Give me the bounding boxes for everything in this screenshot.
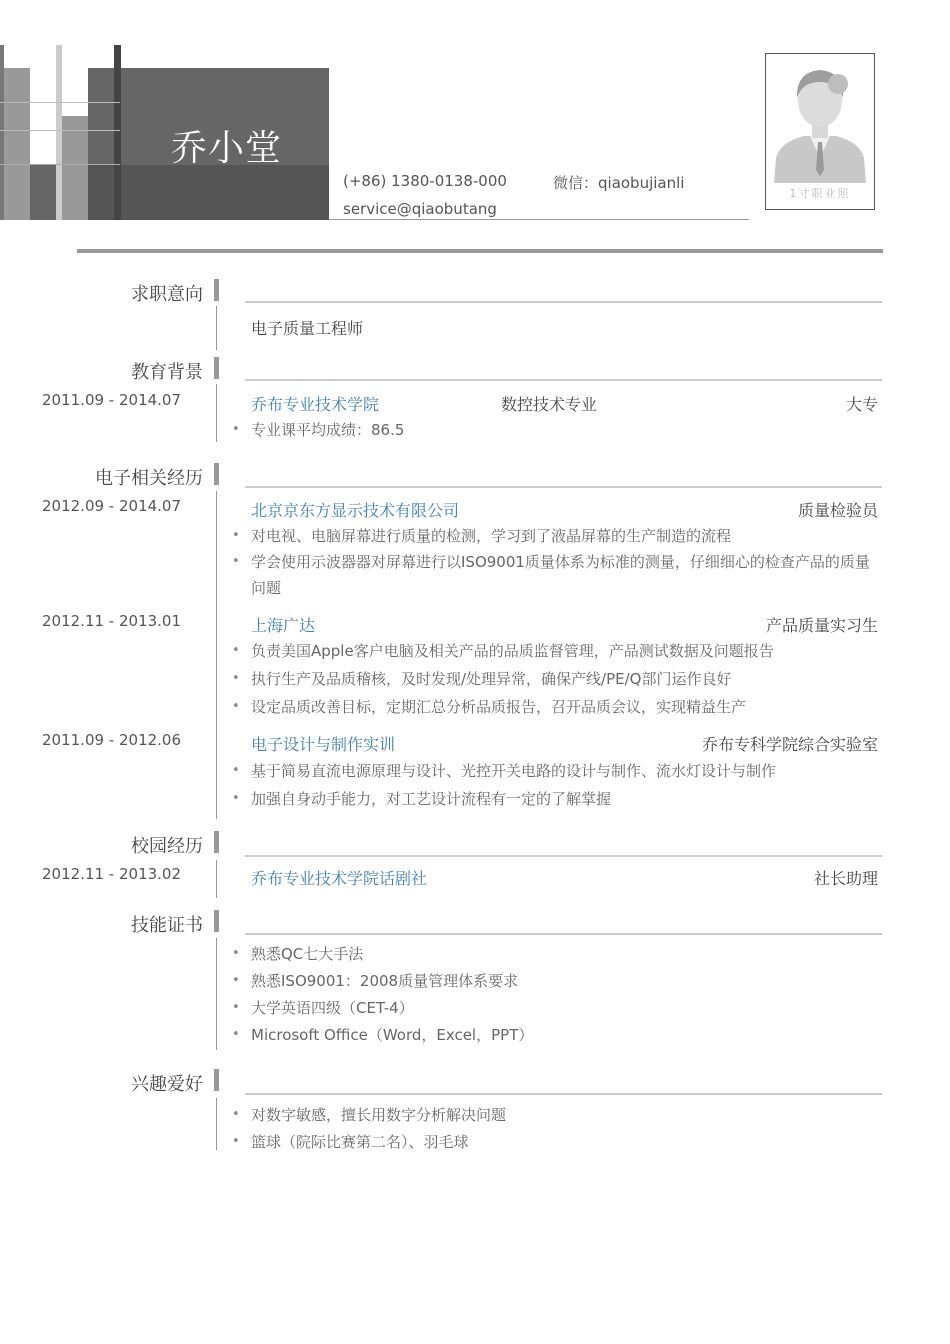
list-item: • 执行生产及品质稽核，及时发现/处理异常，确保产线/PE/Q部门运作良好	[232, 666, 878, 692]
club-role: 社长助理	[813, 869, 878, 888]
desired-position: 电子质量工程师	[251, 319, 364, 338]
candidate-name: 乔小堂	[171, 128, 283, 169]
list-item: • 学会使用示波器器对屏幕进行以ISO9001质量体系为标准的测量，仔细细心的检查产品的质量问题	[232, 549, 878, 601]
wechat: 微信：qiaobujianli	[553, 174, 685, 192]
list-item: • 设定品质改善目标，定期汇总分析品质报告，召开品质会议，实现精益生产	[232, 694, 878, 720]
list-item: • 篮球（院际比赛第二名）、羽毛球	[232, 1129, 878, 1155]
job-role: 质量检验员	[797, 501, 878, 520]
list-item: • 大学英语四级（CET-4）	[232, 995, 878, 1021]
exp-date: 2012.09 - 2014.07	[42, 497, 182, 515]
section-title: 兴趣爱好	[131, 1074, 203, 1095]
company-name: 北京京东方显示技术有限公司	[251, 501, 460, 520]
edu-date: 2011.09 - 2014.07	[42, 391, 182, 409]
project-name: 电子设计与制作实训	[251, 735, 396, 754]
section-rule	[245, 301, 882, 303]
photo-placeholder	[765, 53, 875, 210]
section-title: 求职意向	[131, 284, 203, 305]
exp-row	[251, 732, 878, 754]
phone: (+86) 1380-0138-000	[343, 172, 507, 190]
timeline-line	[216, 1098, 217, 1150]
list-item: • 专业课平均成绩：86.5	[232, 417, 878, 443]
section-marker	[214, 831, 219, 853]
section-marker	[214, 1069, 219, 1091]
list-item: • Microsoft Office（Word，Excel，PPT）	[232, 1022, 878, 1048]
campus-date: 2012.11 - 2013.02	[42, 865, 182, 883]
campus-row	[251, 866, 878, 888]
photo-caption: 1寸职业照	[789, 187, 851, 200]
section-marker	[214, 357, 219, 379]
list-item: • 对数字敏感，擅长用数字分析解决问题	[232, 1102, 878, 1128]
company-name: 上海广达	[251, 616, 316, 635]
avatar-icon	[766, 58, 874, 188]
email: service@qiaobutang	[343, 200, 497, 218]
list-item: • 对电视、电脑屏幕进行质量的检测，学习到了液晶屏幕的生产制造的流程	[232, 523, 878, 549]
section-title: 技能证书	[131, 915, 203, 936]
timeline-line	[216, 491, 217, 819]
project-location: 乔布专科学院综合实验室	[701, 735, 878, 754]
section-marker	[214, 910, 219, 932]
exp-date: 2011.09 - 2012.06	[42, 731, 182, 749]
header-rule	[77, 249, 883, 253]
school-name: 乔布专业技术学院	[251, 395, 380, 414]
list-item: • 基于简易直流电源原理与设计、光控开关电路的设计与制作、流水灯设计与制作	[232, 758, 878, 784]
list-item: • 负责美国Apple客户电脑及相关产品的品质监督管理，产品测试数据及问题报告	[232, 638, 878, 664]
section-marker	[214, 463, 219, 485]
edu-row	[251, 392, 878, 414]
section-title: 校园经历	[131, 836, 203, 857]
list-item: • 熟悉ISO9001：2008质量管理体系要求	[232, 968, 878, 994]
section-rule	[245, 379, 882, 381]
section-title: 电子相关经历	[95, 468, 203, 489]
section-rule	[245, 855, 882, 857]
timeline-line	[216, 938, 217, 1050]
section-marker	[214, 279, 219, 301]
timeline-line	[216, 306, 217, 350]
section-title: 教育背景	[131, 362, 203, 383]
timeline-line	[216, 860, 217, 898]
section-rule	[245, 1093, 882, 1095]
list-item: • 熟悉QC七大手法	[232, 941, 878, 967]
job-role: 产品质量实习生	[765, 616, 878, 635]
exp-row	[251, 498, 878, 520]
major: 数控技术专业	[501, 395, 598, 414]
exp-row	[251, 613, 878, 635]
timeline-line	[216, 384, 217, 442]
contact-divider	[329, 219, 749, 220]
section-rule	[245, 486, 882, 488]
club-name: 乔布专业技术学院话剧社	[251, 869, 428, 888]
degree: 大专	[845, 395, 878, 414]
exp-date: 2012.11 - 2013.01	[42, 612, 182, 630]
list-item: • 加强自身动手能力，对工艺设计流程有一定的了解掌握	[232, 786, 878, 812]
section-rule	[245, 933, 882, 935]
